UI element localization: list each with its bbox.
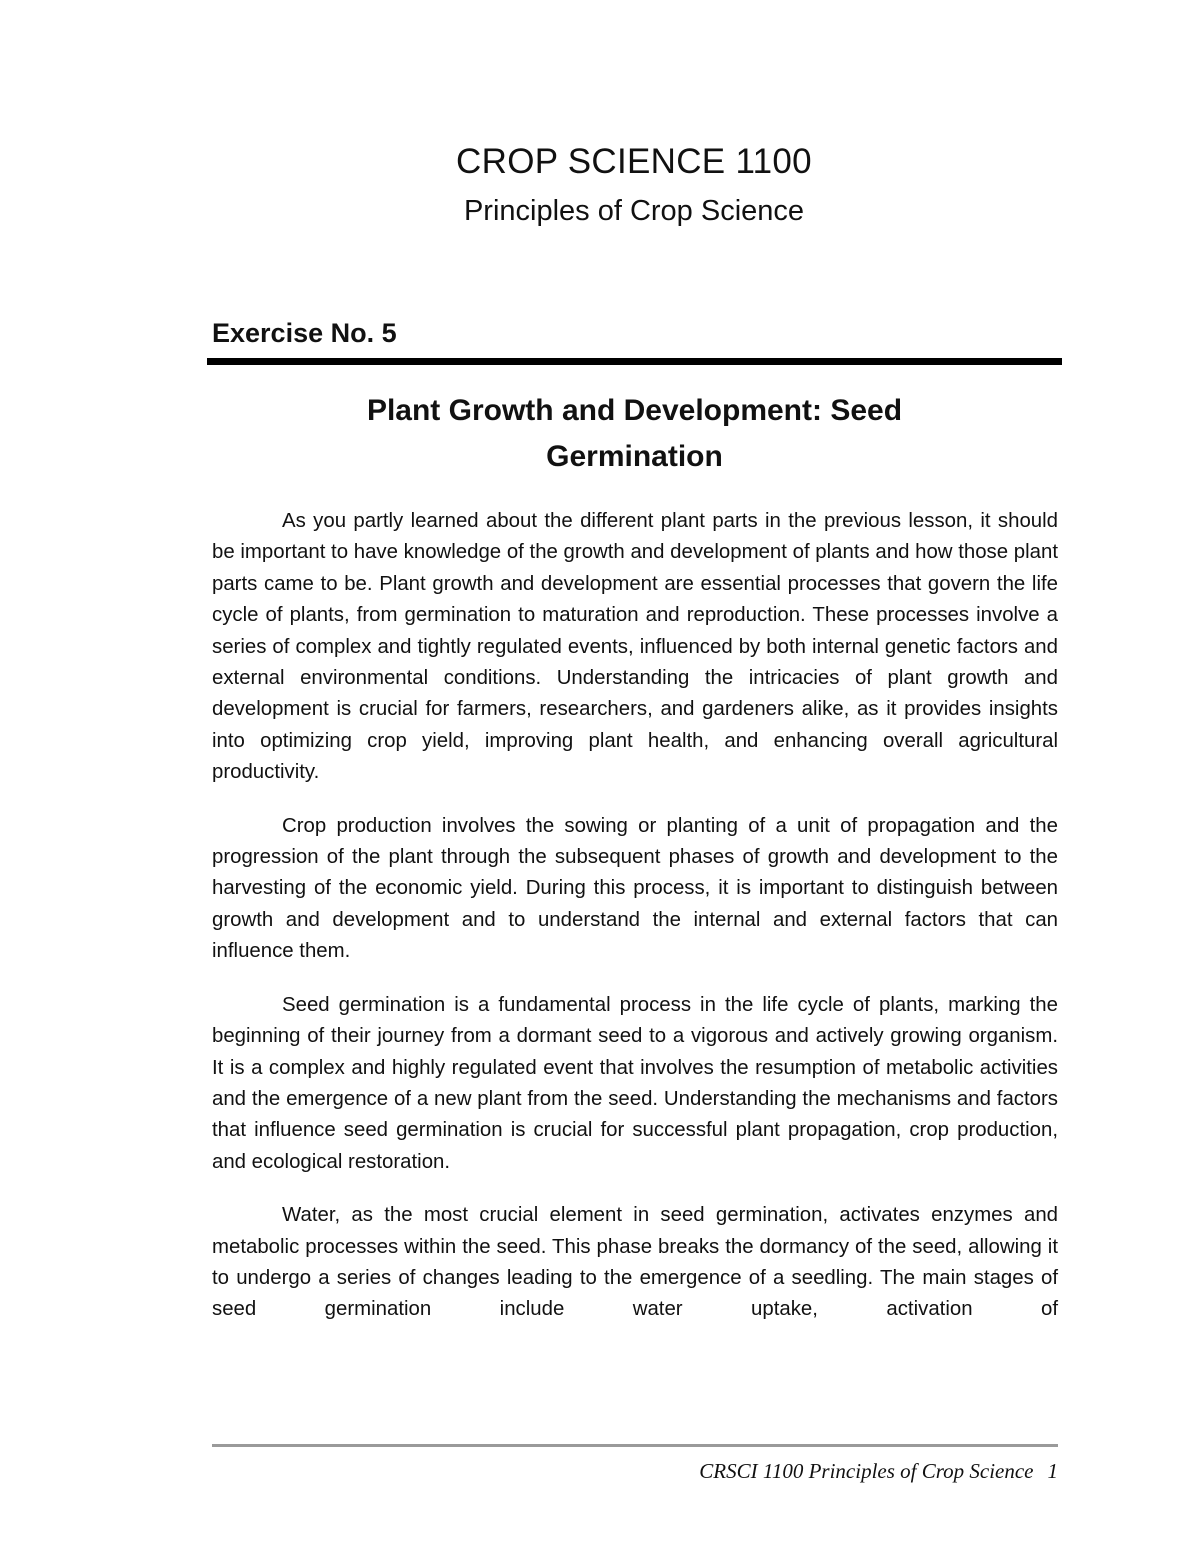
lesson-title-line-2: Germination [546,440,723,473]
body-paragraph-1: As you partly learned about the different plant parts in the previous lesson, it should be important to have knowledge of the growth and development of plants and how those plant parts came to be. Plant growth and development are essential processes that govern the life cycle of plants, from germination to maturation and reproduction. These processes involve a series of complex and tightly regulated events, influenced by both internal genetic factors and external environmental conditions. Understanding the intricacies of plant growth and development is crucial for farmers, researchers, and gardeners alike, as it provides insights into optimizing crop yield, improving plant health, and enhancing overall agricultural productivity. [212,510,1058,784]
section-divider [207,358,1062,365]
body-paragraph-2: Crop production involves the sowing or planting of a unit of propagation and the progression of the plant through the subsequent phases of growth and development to the harvesting of the economic yield. During this process, it is important to distinguish between growth and development and to understand the internal and external factors that can influence them. [212,814,1058,963]
page-number: 1 [1047,1459,1058,1483]
body-paragraph-3: Seed germination is a fundamental process in the life cycle of plants, marking the beginning of their journey from a dormant seed to a vigorous and actively growing organism. It is a complex and highly regulated event that involves the resumption of metabolic activities and the emergence of a new plant from the seed. Understanding the mechanisms and factors that influence seed germination is crucial for successful plant propagation, crop production, and ecological restoration. [212,993,1058,1173]
footer-divider [212,1444,1058,1447]
page-footer [699,1456,1058,1486]
exercise-number-label: Exercise No. 5 [212,318,397,348]
body-paragraph-4: Water, as the most crucial element in seed germination, activates enzymes and metabolic processes within the seed. This phase breaks the dormancy of the seed, allowing it to undergo a series of changes leading to the emergence of a seedling. The main stages of seed germination include water uptake, activation of [212,1204,1058,1321]
footer-running-title: CRSCI 1100 Principles of Crop Science [699,1459,1034,1483]
course-code-heading: CROP SCIENCE 1100 [456,142,812,181]
lesson-title [207,388,1062,480]
body-text [212,506,1058,1348]
course-title-heading: Principles of Crop Science [463,195,805,227]
lesson-title-line-1: Plant Growth and Development: Seed [366,394,903,427]
